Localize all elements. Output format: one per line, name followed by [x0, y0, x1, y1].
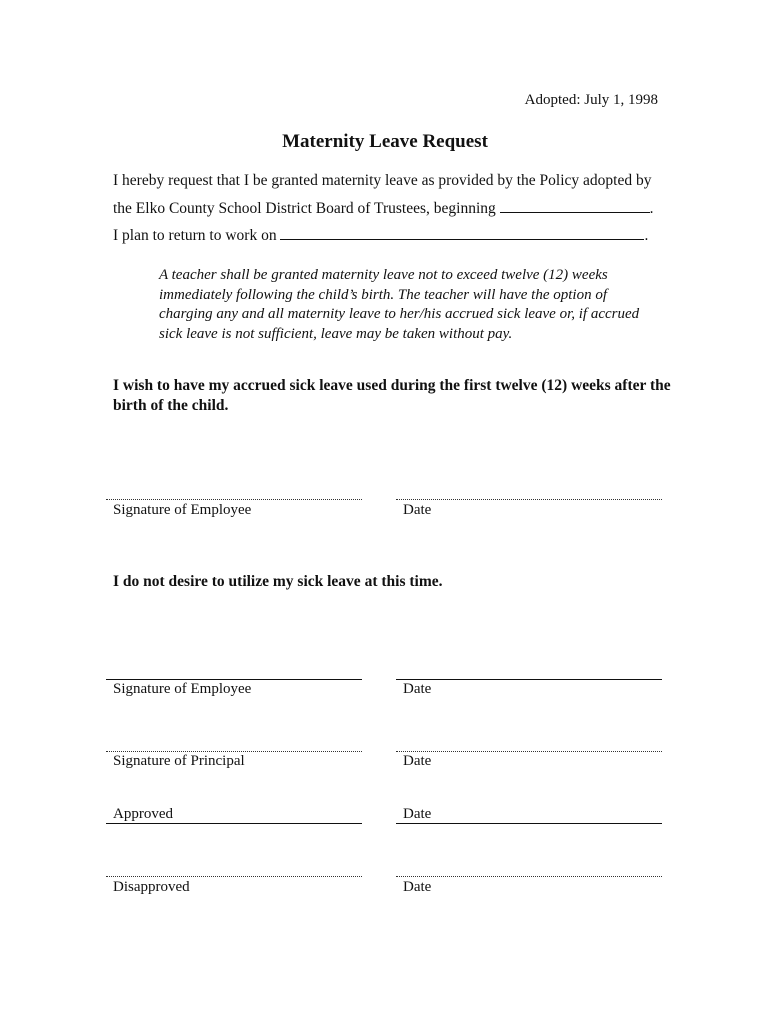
date-line-1[interactable] [396, 499, 662, 500]
return-date-field[interactable] [280, 226, 644, 240]
employee-signature-line-2[interactable] [106, 679, 362, 680]
policy-text: A teacher shall be granted maternity leave not to exceed twelve (12) weeks immediately following the child’s birth. The teacher will have the option of charging any and all maternity leave to her/his accrued sick leave or, if accrued sick leave is not sufficient, leave may be taken without pay. [159, 267, 640, 342]
disapproved-label: Disapproved [113, 879, 190, 895]
date-label-5: Date [403, 879, 432, 895]
signature-label-1: Signature of Employee [113, 502, 252, 518]
option-no-sick-leave: I do not desire to utilize my sick leave at this time. [113, 573, 443, 590]
request-line-3-period: . [644, 227, 649, 244]
request-line-1 [113, 172, 651, 190]
date-label-4: Date [403, 806, 432, 822]
request-line-2-period: . [649, 200, 654, 217]
disapproved-line[interactable] [106, 876, 362, 877]
request-line-2-text: the Elko County School District Board of Trustees, beginning [113, 200, 496, 217]
signature-label-3: Signature of Principal [113, 753, 245, 769]
signature-label-2: Signature of Employee [113, 681, 252, 697]
request-line-1-text: I hereby request that I be granted maternity leave as provided by the Policy adopted by [113, 172, 652, 189]
date-label-2: Date [403, 681, 432, 697]
date-line-2[interactable] [396, 679, 662, 680]
date-label-1: Date [403, 502, 432, 518]
date-line-3[interactable] [396, 751, 662, 752]
leave-start-date-field[interactable] [500, 199, 650, 213]
employee-signature-line-1[interactable] [106, 499, 362, 500]
date-line-4[interactable] [396, 823, 662, 824]
principal-signature-line[interactable] [106, 751, 362, 752]
page-title: Maternity Leave Request [282, 131, 488, 152]
adopted-date: Adopted: July 1, 1998 [524, 92, 658, 108]
approved-label: Approved [113, 806, 173, 822]
date-label-3: Date [403, 753, 432, 769]
request-line-3-text: I plan to return to work on [113, 227, 277, 244]
request-line-2 [113, 199, 654, 218]
request-line-3 [113, 226, 648, 245]
approved-line[interactable] [106, 823, 362, 824]
date-line-5[interactable] [396, 876, 662, 877]
option-use-sick-leave: I wish to have my accrued sick leave used during the first twelve (12) weeks after the birth of the child. [113, 377, 671, 414]
